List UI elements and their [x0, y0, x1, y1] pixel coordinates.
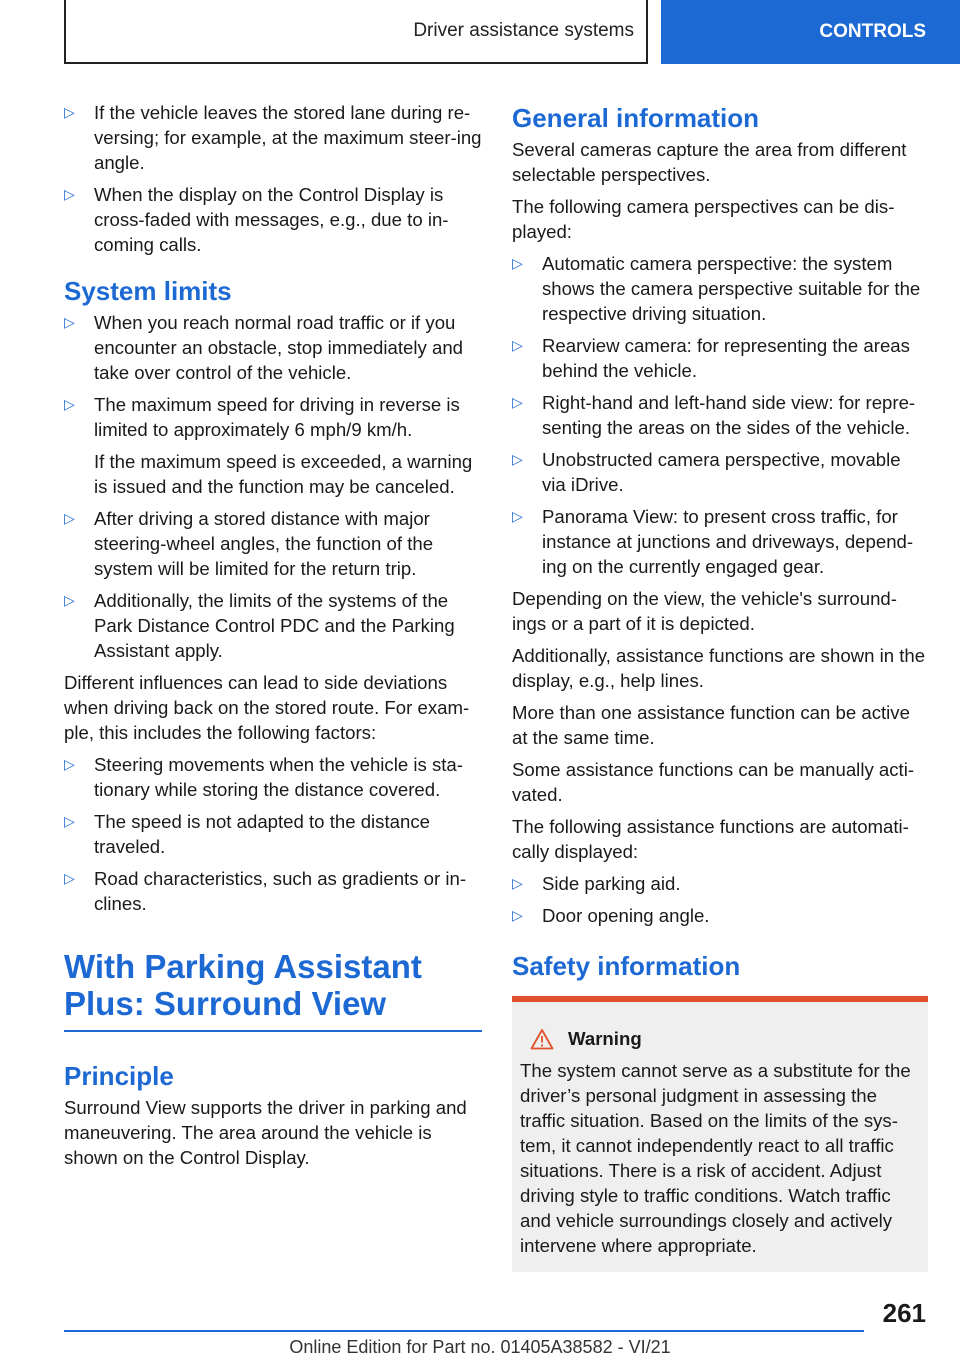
general-paragraph-1: Several cameras capture the area from different selectable perspectives. — [512, 139, 907, 185]
warning-label: Warning — [568, 1028, 642, 1049]
triangle-right-outline-icon: ▷ — [64, 870, 75, 886]
triangle-right-outline-icon: ▷ — [64, 756, 75, 772]
triangle-right-outline-icon: ▷ — [64, 314, 75, 330]
principle-paragraph: Surround View supports the driver in parking and maneuvering. The area around the vehicle is shown on the Control Display. — [64, 1097, 467, 1168]
list-item: ▷ When you reach normal road traffic or if you encounter an obstacle, stop immediately and take over control of the vehicle. — [64, 312, 463, 383]
header-tab-label: CONTROLS — [819, 21, 926, 42]
list-item: ▷ Unobstructed camera perspective, movable via iDrive. — [512, 449, 901, 495]
triangle-right-outline-icon: ▷ — [512, 337, 523, 353]
list-item: ▷ The speed is not adapted to the distance traveled. — [64, 811, 430, 857]
footer-edition: Online Edition for Part no. 01405A38582 - VI/21 — [289, 1337, 671, 1357]
list-item: ▷ Automatic camera perspective: the system shows the camera perspective suitable for the respective driving situation. — [512, 253, 921, 324]
triangle-right-outline-icon: ▷ — [64, 186, 75, 202]
footer-divider — [64, 1330, 864, 1332]
list-item: ▷ Panorama View: to present cross traffic, for instance at junctions and driveways, depend‐ing on the currently engaged gear. — [512, 506, 914, 577]
list-item-note: If the maximum speed is exceeded, a warning is issued and the function may be canceled. — [94, 451, 473, 497]
manual-paragraph: Some assistance functions can be manually acti‐vated. — [512, 759, 915, 805]
triangle-right-outline-icon: ▷ — [512, 451, 523, 467]
chapter-heading — [64, 948, 482, 1032]
header-tab[interactable] — [661, 0, 960, 64]
list-item: ▷ Right-hand and left-hand side view: for repre‐senting the areas on the sides of the vehicle. — [512, 392, 916, 438]
warning-box — [512, 996, 928, 1272]
left-column — [64, 100, 482, 1177]
triangle-right-outline-icon: ▷ — [64, 592, 75, 608]
warning-triangle-icon — [530, 1028, 554, 1050]
more-paragraph: More than one assistance function can be active at the same time. — [512, 702, 910, 748]
list-item: ▷ Door opening angle. — [512, 905, 710, 926]
header-section — [64, 0, 648, 64]
triangle-right-outline-icon: ▷ — [512, 394, 523, 410]
page-number: 261 — [882, 1298, 926, 1328]
list-item: ▷ After driving a stored distance with major steering-wheel angles, the function of the system will be limited for the return trip. — [64, 508, 434, 579]
safety-information-heading: Safety information — [512, 951, 741, 981]
list-item: ▷ When the display on the Control Display is cross-faded with messages, e.g., due to in‐coming calls. — [64, 184, 449, 255]
chapter-heading-line2: Plus: Surround View — [64, 985, 387, 1022]
chapter-heading-line1: With Parking Assistant — [64, 948, 422, 985]
list-item: ▷ The maximum speed for driving in reverse is limited to approximately 6 mph/9 km/h. — [64, 394, 460, 440]
triangle-right-outline-icon: ▷ — [64, 813, 75, 829]
triangle-right-outline-icon: ▷ — [512, 508, 523, 524]
list-item: ▷ Steering movements when the vehicle is sta‐tionary while storing the distance covered. — [64, 754, 463, 800]
triangle-right-outline-icon: ▷ — [64, 396, 75, 412]
list-item: ▷ Road characteristics, such as gradients or in‐clines. — [64, 868, 467, 914]
general-paragraph-2: The following camera perspectives can be dis‐played: — [512, 196, 895, 242]
general-information-heading: General information — [512, 103, 760, 133]
triangle-right-outline-icon: ▷ — [64, 104, 75, 120]
principle-heading: Principle — [64, 1061, 174, 1091]
list-item: ▷ Side parking aid. — [512, 873, 681, 894]
triangle-right-outline-icon: ▷ — [512, 875, 523, 891]
right-column — [512, 100, 928, 1272]
system-limits-heading: System limits — [64, 276, 232, 306]
assist-paragraph: Additionally, assistance functions are shown in the display, e.g., help lines. — [512, 645, 926, 691]
triangle-right-outline-icon: ▷ — [512, 255, 523, 271]
list-item: ▷ Additionally, the limits of the systems of the Park Distance Control PDC and the Parking Assistant apply. — [64, 590, 455, 661]
triangle-right-outline-icon: ▷ — [512, 907, 523, 923]
triangle-right-outline-icon: ▷ — [64, 510, 75, 526]
warning-header — [520, 1026, 920, 1051]
warning-text: The system cannot serve as a substitute for the driver’s personal judgment in assessing the traffic situation. Based on the limits of the sys‐tem, it cannot independently react to all traffic situations. There is a risk of accident. Adjust driving style to traffic conditions. Watch traffic and vehicle surroundings closely and actively intervene where appropriate. — [520, 1060, 911, 1256]
list-item: ▷ If the vehicle leaves the stored lane during re‐versing; for example, at the maximum steer‐ing angle. — [64, 102, 482, 173]
list-item: ▷ Rearview camera: for representing the areas behind the vehicle. — [512, 335, 910, 381]
auto-paragraph: The following assistance functions are automati‐cally displayed: — [512, 816, 909, 862]
view-paragraph: Depending on the view, the vehicle's surround‐ings or a part of it is depicted. — [512, 588, 897, 634]
influences-paragraph: Different influences can lead to side deviations when driving back on the stored route. For exam‐ple, this includes the following factors: — [64, 672, 470, 743]
header-section-title: Driver assistance systems — [413, 20, 634, 41]
